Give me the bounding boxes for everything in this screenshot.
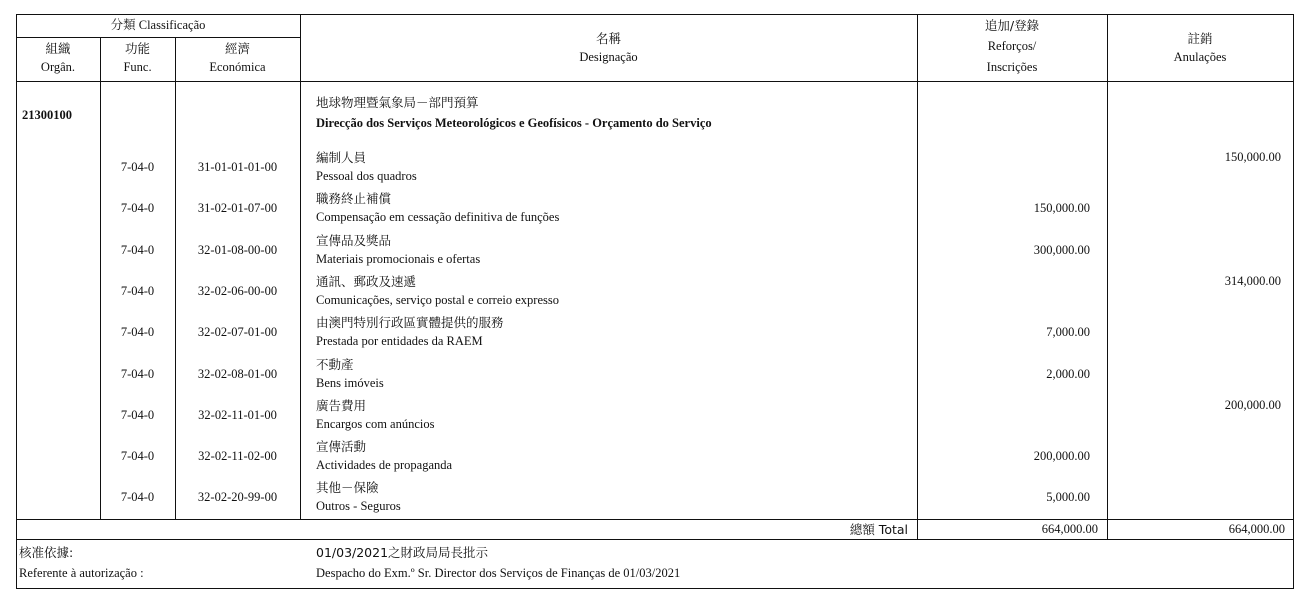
annulment-amount: 314,000.00 xyxy=(1224,273,1281,288)
functional-header-zh: 功能 xyxy=(124,41,150,56)
economic-code: 32-02-07-01-00 xyxy=(197,325,278,340)
designation-zh: 不動產 xyxy=(316,356,354,372)
classification-header: 分類 Classificação xyxy=(110,18,206,32)
organic-column-divider xyxy=(100,37,101,519)
total-label-text: 總額 Total xyxy=(849,522,908,537)
designation-zh: 廣告費用 xyxy=(316,397,367,413)
designation-pt: Compensação em cessação definitiva de funções xyxy=(316,210,560,225)
table-right-border xyxy=(1293,14,1294,589)
reinforcement-amount: 150,000.00 xyxy=(1033,201,1090,216)
functional-code: 7-04-0 xyxy=(120,160,155,174)
annulments-header-pt: Anulações xyxy=(1173,50,1227,64)
authorization-text-pt: Despacho do Exm.º Sr. Director dos Serviços de Finanças de 01/03/2021 xyxy=(316,566,681,580)
functional-column-divider xyxy=(175,37,176,519)
functional-code: 7-04-0 xyxy=(120,242,155,257)
economic-code: 32-01-08-00-00 xyxy=(197,242,278,257)
total-top-border xyxy=(16,519,1294,520)
economic-code: 32-02-11-02-00 xyxy=(198,449,277,464)
department-name-zh: 地球物理暨氣象局－部門預算 xyxy=(316,95,479,110)
designation-pt: Materiais promocionais e ofertas xyxy=(316,251,481,266)
header-bottom-border xyxy=(16,81,1294,82)
designation-pt: Pessoal dos quadros xyxy=(316,169,417,183)
functional-code: 7-04-0 xyxy=(120,325,155,340)
designation-zh: 宣傳活動 xyxy=(316,439,367,455)
budget-table xyxy=(16,14,1294,590)
authorization-label-pt: Referente à autorização : xyxy=(19,566,144,580)
annulments-header-zh: 註銷 xyxy=(1187,31,1213,46)
designation-left-divider xyxy=(300,14,301,519)
designation-pt: Encargos com anúncios xyxy=(316,416,435,431)
economic-code: 31-01-01-01-00 xyxy=(197,160,278,174)
economic-header-zh: 經濟 xyxy=(224,41,250,56)
designation-zh: 其他－保險 xyxy=(316,480,379,496)
functional-header-pt: Func. xyxy=(123,60,152,74)
designation-zh: 宣傳品及獎品 xyxy=(316,232,392,248)
total-reinforcements: 664,000.00 xyxy=(1041,522,1098,536)
designation-pt: Outros - Seguros xyxy=(316,499,401,514)
authorization-label-zh: 核准依據: xyxy=(19,545,74,560)
designation-pt: Comunicações, serviço postal e correio expresso xyxy=(316,292,559,307)
designation-pt: Actividades de propaganda xyxy=(316,458,453,473)
functional-code: 7-04-0 xyxy=(120,366,155,381)
reinforcements-header-pt2: Inscrições xyxy=(986,60,1038,74)
organic-header-pt: Orgân. xyxy=(40,60,76,74)
designation-header-pt: Designação xyxy=(579,50,638,64)
reinforcement-amount: 200,000.00 xyxy=(1033,449,1090,464)
economic-code: 31-02-01-07-00 xyxy=(197,201,278,216)
reinforcements-header-zh: 追加/登錄 xyxy=(984,18,1040,33)
reinforcement-amount: 2,000.00 xyxy=(1046,366,1090,381)
reinforcements-header-pt1: Reforços/ xyxy=(987,39,1037,53)
functional-code: 7-04-0 xyxy=(120,283,155,298)
organic-header-zh: 組織 xyxy=(45,41,71,56)
reinforcement-amount: 5,000.00 xyxy=(1046,490,1090,505)
economic-code: 32-02-08-01-00 xyxy=(197,366,278,381)
total-bottom-border xyxy=(16,539,1294,540)
total-annulments: 664,000.00 xyxy=(1228,522,1285,536)
functional-code: 7-04-0 xyxy=(120,490,155,505)
total-label xyxy=(300,522,908,538)
designation-zh: 通訊、郵政及速遞 xyxy=(316,273,417,289)
footer-bottom-border xyxy=(16,588,1294,589)
annulment-amount: 150,000.00 xyxy=(1224,150,1281,164)
table-top-border xyxy=(16,14,1294,15)
economic-code: 32-02-06-00-00 xyxy=(197,283,278,298)
designation-header-zh: 名稱 xyxy=(595,31,621,46)
reinforcement-amount: 7,000.00 xyxy=(1046,325,1090,340)
authorization-text-zh: 01/03/2021之財政局局長批示 xyxy=(316,545,489,560)
department-name-pt: Direcção dos Serviços Meteorológicos e Geofísicos - Orçamento do Serviço xyxy=(316,116,712,130)
designation-zh: 由澳門特別行政區實體提供的服務 xyxy=(316,315,504,331)
annulment-amount: 200,000.00 xyxy=(1224,397,1281,412)
designation-zh: 職務終止補償 xyxy=(316,191,392,207)
economic-code: 32-02-20-99-00 xyxy=(197,490,278,505)
designation-pt: Bens imóveis xyxy=(316,375,384,390)
functional-code: 7-04-0 xyxy=(120,201,155,216)
designation-zh: 編制人員 xyxy=(316,150,367,165)
table-left-border xyxy=(16,14,17,589)
functional-code: 7-04-0 xyxy=(120,407,155,422)
designation-pt: Prestada por entidades da RAEM xyxy=(316,334,483,349)
functional-code: 7-04-0 xyxy=(120,449,155,464)
reinforcement-amount: 300,000.00 xyxy=(1033,242,1090,257)
organic-code: 21300100 xyxy=(22,108,72,122)
classification-divider xyxy=(16,37,300,38)
economic-code: 32-02-11-01-00 xyxy=(198,407,277,422)
economic-header-pt: Económica xyxy=(209,60,266,74)
